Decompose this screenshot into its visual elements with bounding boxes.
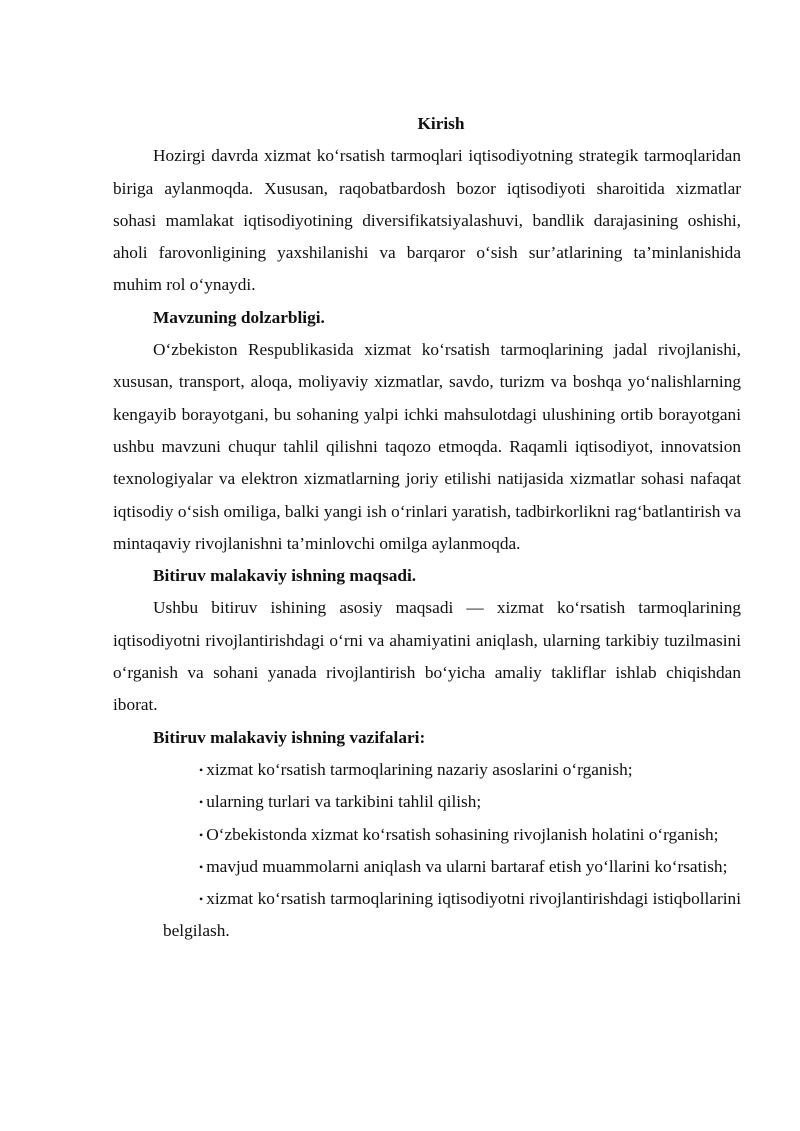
goal-heading: Bitiruv malakaviy ishning maqsadi.	[153, 566, 417, 586]
list-item	[163, 786, 741, 818]
list-item	[163, 819, 741, 851]
tasks-heading: Bitiruv malakaviy ishning vazifalari:	[153, 727, 426, 747]
list-item	[163, 754, 741, 786]
list-item-text: mavjud muammolarni aniqlash va ularni bartaraf etish yo‘llarini ko‘rsatish;	[206, 856, 728, 876]
bullet-icon: •	[199, 892, 204, 907]
relevance-paragraph: O‘zbekiston Respublikasida xizmat ko‘rsatish tarmoqlarining jadal rivojlanishi, xususan, transport, aloqa, moliyaviy xizmatlar, savdo, turizm va boshqa yo‘nalishlarning kengayib borayotgani, bu sohaning yalpi ichki mahsulotdagi ulushining ortib borayotgani ushbu mavzuni chuqur tahlil qilishni taqozo etmoqda. Raqamli iqtisodiyot, innovatsion texnologiyalar va elektron xizmatlarning joriy etilishi natijasida xizmatlar sohasi nafaqat iqtisodiy o‘sish omiliga, balki yangi ish o‘rinlari yaratish, tadbirkorlikni rag‘batlantirish va mintaqaviy rivojlanishni ta’minlovchi omilga aylanmoqda.	[113, 340, 741, 553]
document-page	[113, 108, 741, 948]
bullet-icon: •	[199, 795, 204, 810]
list-item-text: xizmat ko‘rsatish tarmoqlarining iqtisodiyotni rivojlantirishdagi istiqbollarini belgilash.	[163, 889, 741, 941]
list-item	[163, 883, 741, 948]
bullet-icon: •	[199, 859, 204, 874]
tasks-list	[113, 754, 741, 948]
relevance-heading: Mavzuning dolzarbligi.	[153, 307, 325, 327]
list-item	[163, 851, 741, 883]
bullet-icon: •	[199, 827, 204, 842]
page-title: Kirish	[417, 114, 465, 133]
intro-paragraph: Hozirgi davrda xizmat ko‘rsatish tarmoqlari iqtisodiyotning strategik tarmoqlaridan biriga aylanmoqda. Xususan, raqobatbardosh bozor iqtisodiyoti sharoitida xizmatlar sohasi mamlakat iqtisodiyotining diversifikatsiyalashuvi, bandlik darajasining oshishi, aholi farovonligining yaxshilanishi va barqaror o‘sish sur’atlarining ta’minlanishida muhim rol o‘ynaydi.	[113, 146, 741, 295]
list-item-text: O‘zbekistonda xizmat ko‘rsatish sohasining rivojlanish holatini o‘rganish;	[206, 824, 719, 844]
goal-paragraph: Ushbu bitiruv ishining asosiy maqsadi — xizmat ko‘rsatish tarmoqlarining iqtisodiyotni rivojlantirishdagi o‘rni va ahamiyatini aniqlash, ularning tarkibiy tuzilmasini o‘rganish va sohani yanada rivojlantirish bo‘yicha amaliy takliflar ishlab chiqishdan iborat.	[113, 598, 741, 715]
list-item-text: xizmat ko‘rsatish tarmoqlarining nazariy asoslarini o‘rganish;	[206, 759, 633, 779]
bullet-icon: •	[199, 762, 204, 777]
list-item-text: ularning turlari va tarkibini tahlil qilish;	[206, 792, 482, 812]
